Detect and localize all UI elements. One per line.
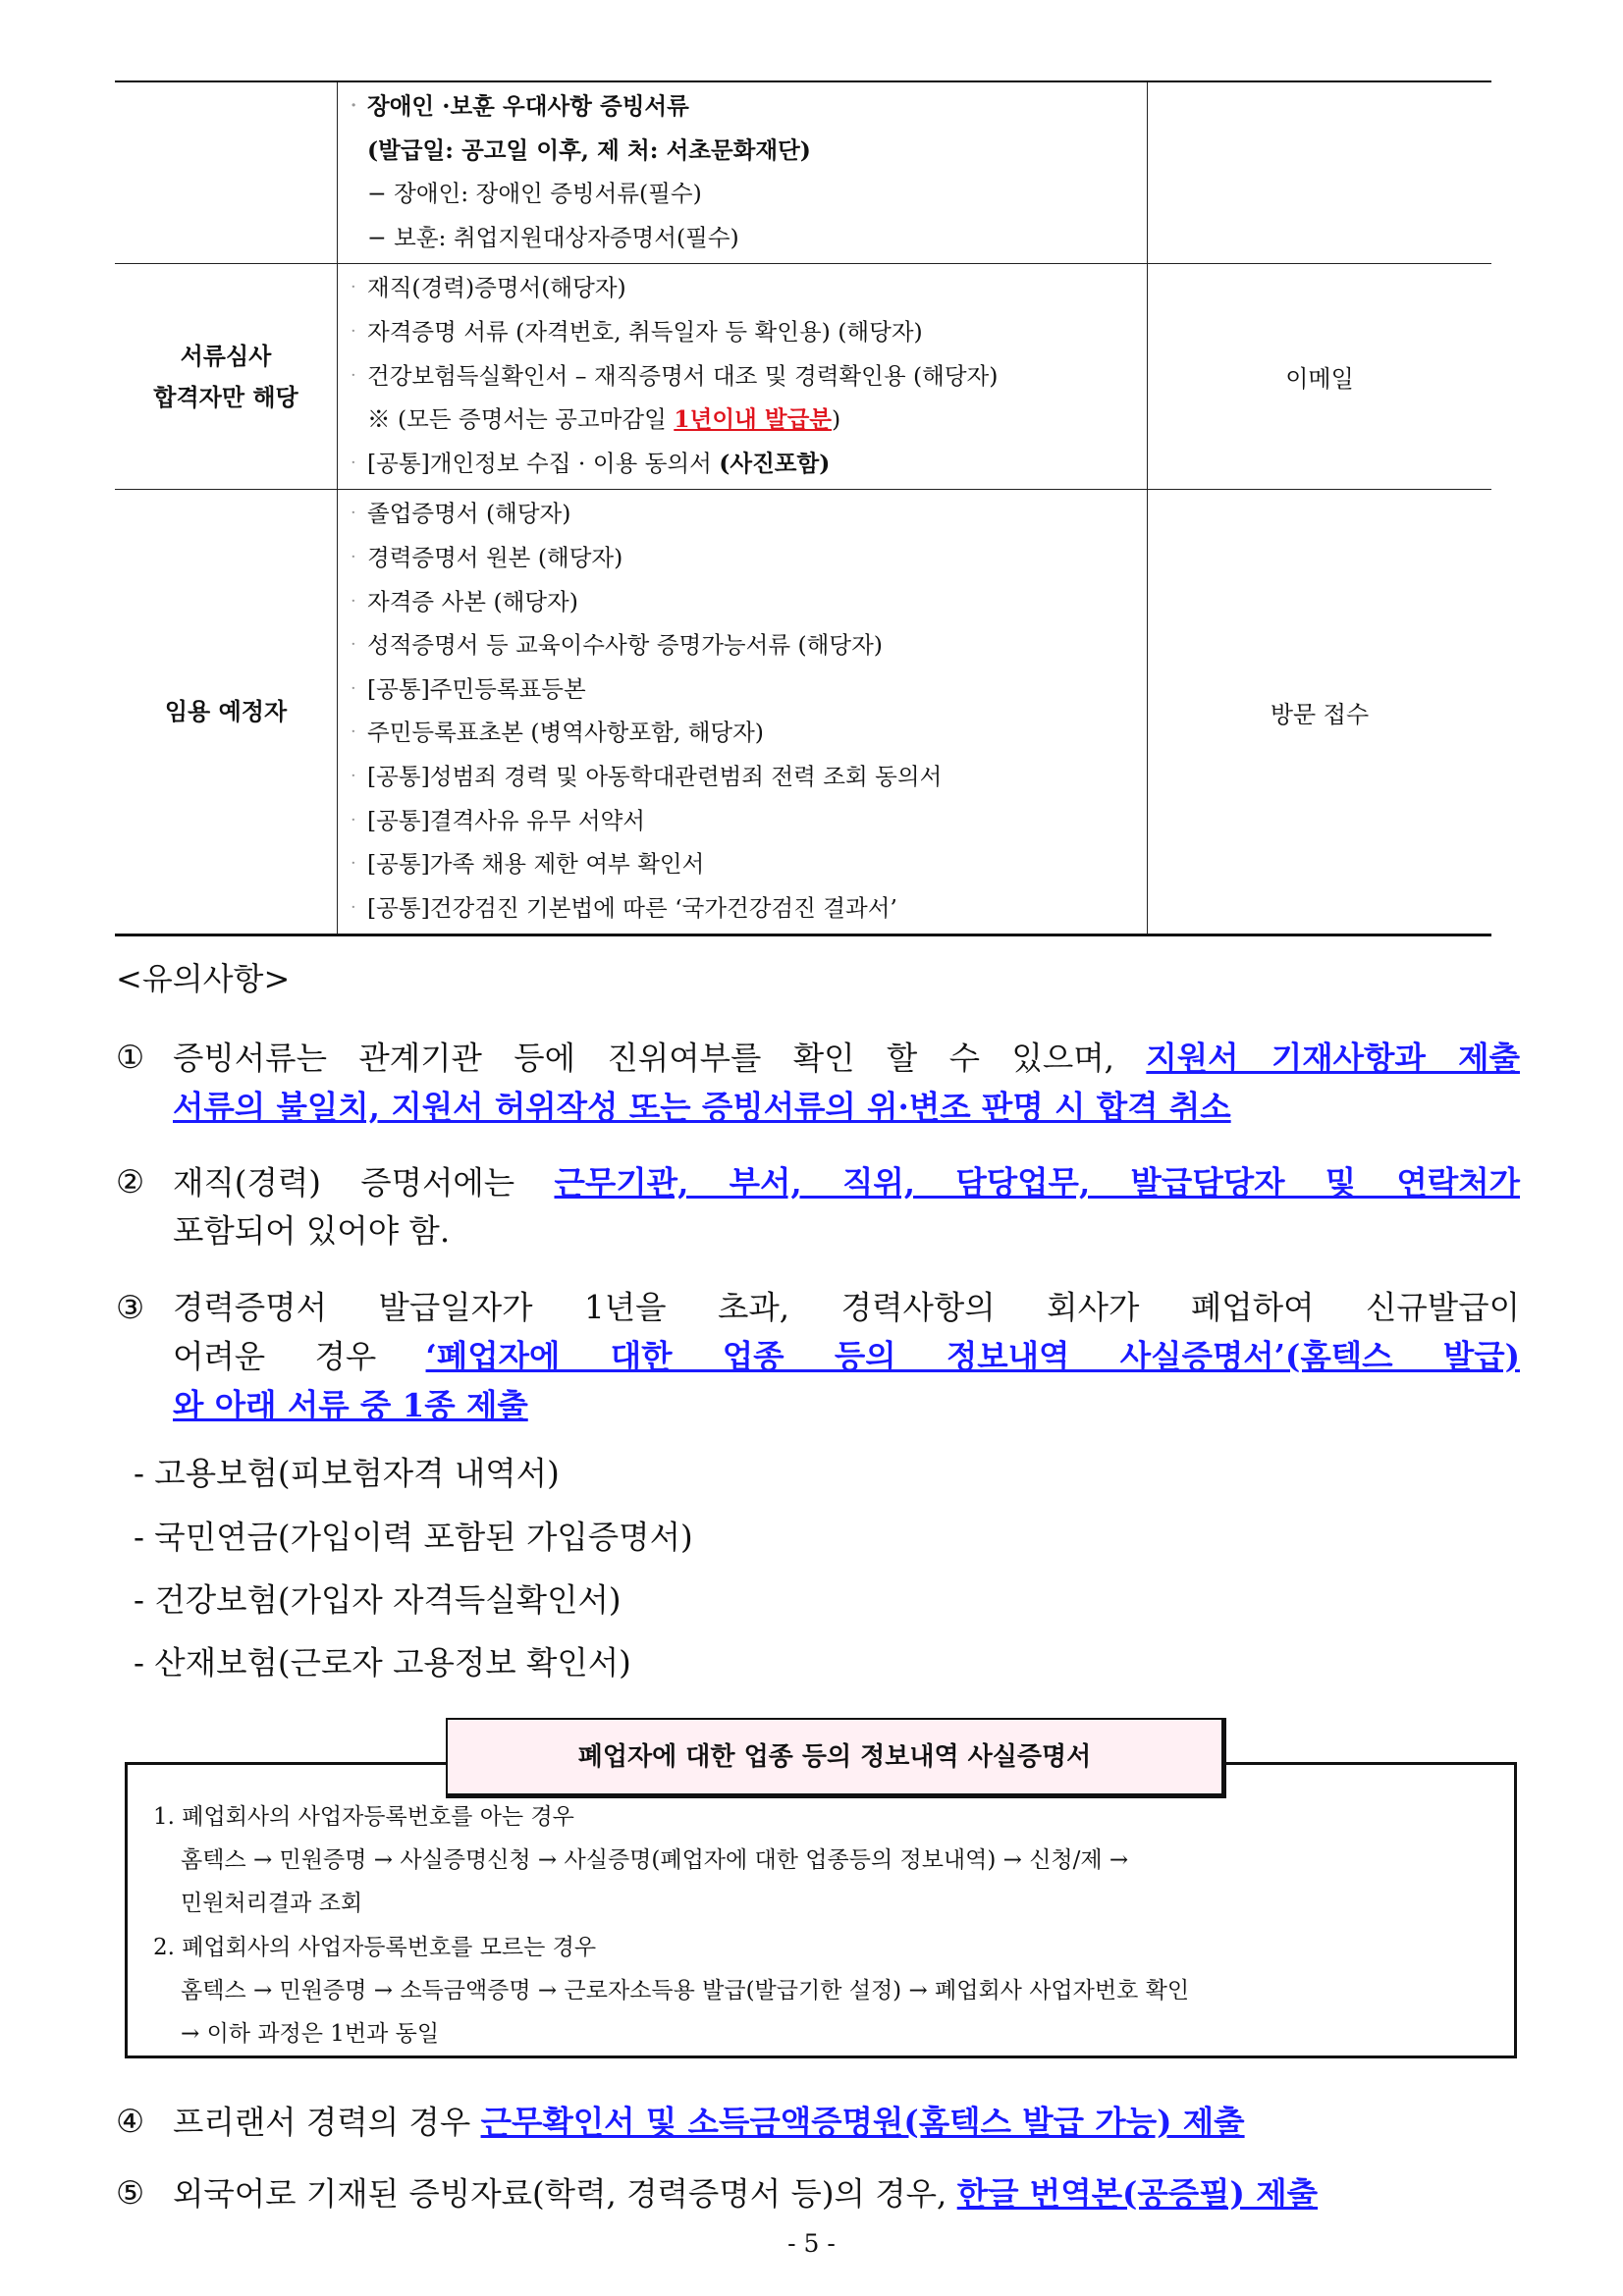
document-list: [338, 490, 1148, 935]
list-item: · [공통]주민등록표등본: [359, 667, 1147, 712]
table-row: [115, 490, 1491, 935]
note-item-5: [116, 2169, 1520, 2218]
procedure-box-title: 폐업자에 대한 업종 등의 정보내역 사실증명서: [446, 1718, 1226, 1798]
table-row: [115, 81, 1491, 264]
document-list: [338, 264, 1148, 490]
list-item: − 장애인: 장애인 증빙서류(필수): [367, 180, 702, 208]
note-item-3: [116, 1284, 1520, 1430]
note-plain: 증빙서류는 관계기관 등에 진위여부를 확인 할 수 있으며,: [173, 1040, 1147, 1077]
list-item: · 경력증명서 원본 (해당자): [359, 536, 1147, 580]
list-item: (발급일: 공고일 이후, 제 처: 서초문화재단): [367, 135, 811, 164]
note-text: [173, 1034, 1520, 1083]
list-item: · 졸업증명서 (해당자): [359, 492, 1147, 536]
note-text: 경력증명서 발급일자가 1년을 초과, 경력사항의 회사가 폐업하여 신규발급이: [173, 1289, 1520, 1326]
procedure-line: 홈텍스 → 민원증명 → 사실증명신청 → 사실증명(폐업자에 대한 업종등의 정보내역) → 신청/제 →: [181, 1847, 1129, 1873]
note-text: [173, 1332, 1520, 1381]
list-item: · 주민등록표초본 (병역사항포함, 해당자): [359, 711, 1147, 755]
note-text: [173, 1158, 1520, 1207]
row-label-empty: [115, 81, 338, 264]
procedure-line: 2. 폐업회사의 사업자등록번호를 모르는 경우: [153, 1935, 597, 1960]
list-item: · 장애인 ·보훈 우대사항 증빙서류: [359, 84, 1147, 129]
submission-method: 이메일: [1148, 264, 1492, 490]
page-number: - 5 -: [787, 2229, 836, 2258]
submission-method: 방문 접수: [1148, 490, 1492, 935]
note-number: ④: [116, 2103, 145, 2140]
issue-date-note: [359, 398, 1147, 442]
note-text: [173, 2098, 1520, 2147]
note-emphasis: 서류의 불일치, 지원서 허위작성 또는 증빙서류의 위·변조 판명 시 합격 취소: [173, 1088, 1231, 1126]
table-row: [115, 264, 1491, 490]
note-emphasis: 근무기관, 부서, 직위, 담당업무, 발급담당자 및 연락처가: [554, 1163, 1521, 1201]
note-emphasis: 와 아래 서류 중 1종 제출: [173, 1386, 528, 1424]
note-number: ①: [116, 1039, 145, 1076]
note-number: ②: [116, 1163, 145, 1201]
note-text: [173, 1083, 1520, 1132]
notes-title: <유의사항>: [116, 960, 291, 997]
alternative-doc-item: - 고용보험(피보험자격 내역서): [134, 1455, 560, 1492]
note-emphasis: 근무확인서 및 소득금액증명원(홈텍스 발급 가능) 제출: [480, 2103, 1245, 2141]
procedure-line: 민원처리결과 조회: [181, 1891, 363, 1916]
note-emphasis: ‘폐업자에 대한 업종 등의 정보내역 사실증명서’(홈텍스 발급): [425, 1337, 1520, 1375]
note-text: 포함되어 있어야 함.: [173, 1212, 451, 1250]
row-label-line: 서류심사: [180, 341, 272, 370]
list-item-text: [공통]개인정보 수집 · 이용 동의서: [367, 449, 720, 477]
list-item: · [공통]가족 채용 제한 여부 확인서: [359, 842, 1147, 886]
row-label: [115, 264, 338, 490]
note-text: [173, 2169, 1520, 2218]
note-plain: 프리랜서 경력의 경우: [173, 2104, 481, 2141]
note-plain: 어려운 경우: [173, 1338, 426, 1375]
note-emphasis: 한글 번역본(공증필) 제출: [956, 2174, 1319, 2213]
list-item: · 성적증명서 등 교육이수사항 증명가능서류 (해당자): [359, 623, 1147, 667]
row-label-line: 합격자만 해당: [153, 382, 298, 411]
alternative-doc-item: - 국민연금(가입이력 포함된 가입증명서): [134, 1519, 693, 1556]
alternative-doc-item: - 산재보험(근로자 고용정보 확인서): [134, 1644, 631, 1682]
note-item-2: [116, 1158, 1520, 1255]
list-item: · [공통]결격사유 유무 서약서: [359, 799, 1147, 843]
note-number: ⑤: [116, 2174, 145, 2212]
note-number: ③: [116, 1289, 145, 1326]
note-text: [173, 1381, 1520, 1430]
note-text: ※ (모든 증명서는 공고마감일: [367, 405, 675, 434]
list-item: · [공통]건강검진 기본법에 따른 ‘국가건강검진 결과서’: [359, 886, 1147, 931]
note-plain: 외국어로 기재된 증빙자료(학력, 경력증명서 등)의 경우,: [173, 2175, 957, 2213]
note-item-1: [116, 1034, 1520, 1132]
document-list: [338, 81, 1148, 264]
submission-documents-table: [115, 80, 1491, 936]
list-item: · 자격증명 서류 (자격번호, 취득일자 등 확인용) (해당자): [359, 310, 1147, 354]
note-red-text: 1년이내 발급분: [674, 405, 833, 434]
note-text: ): [832, 405, 841, 434]
note-plain: 재직(경력) 증명서에는: [173, 1164, 555, 1201]
list-item: · 자격증 사본 (해당자): [359, 580, 1147, 624]
row-label: 임용 예정자: [115, 490, 338, 935]
list-item: · [공통]성범죄 경력 및 아동학대관련범죄 전력 조회 동의서: [359, 755, 1147, 799]
procedure-line: → 이하 과정은 1번과 동일: [181, 2021, 440, 2047]
procedure-line: 1. 폐업회사의 사업자등록번호를 아는 경우: [153, 1804, 574, 1830]
list-item-bold: (사진포함): [719, 449, 831, 477]
list-item: [359, 442, 1147, 486]
list-item: · 건강보험득실확인서 – 재직증명서 대조 및 경력확인용 (해당자): [359, 354, 1147, 399]
note-emphasis: 지원서 기재사항과 제출: [1146, 1039, 1520, 1077]
alternative-doc-item: - 건강보험(가입자 자격득실확인서): [134, 1581, 622, 1619]
list-item: · 재직(경력)증명서(해당자): [359, 266, 1147, 310]
submission-method-empty: [1148, 81, 1492, 264]
procedure-line: 홈텍스 → 민원증명 → 소득금액증명 → 근로자소득용 발급(발급기한 설정) → 폐업회사 사업자번호 확인: [181, 1978, 1190, 2003]
note-item-4: [116, 2098, 1520, 2147]
list-item: − 보훈: 취업지원대상자증명서(필수): [367, 223, 739, 251]
